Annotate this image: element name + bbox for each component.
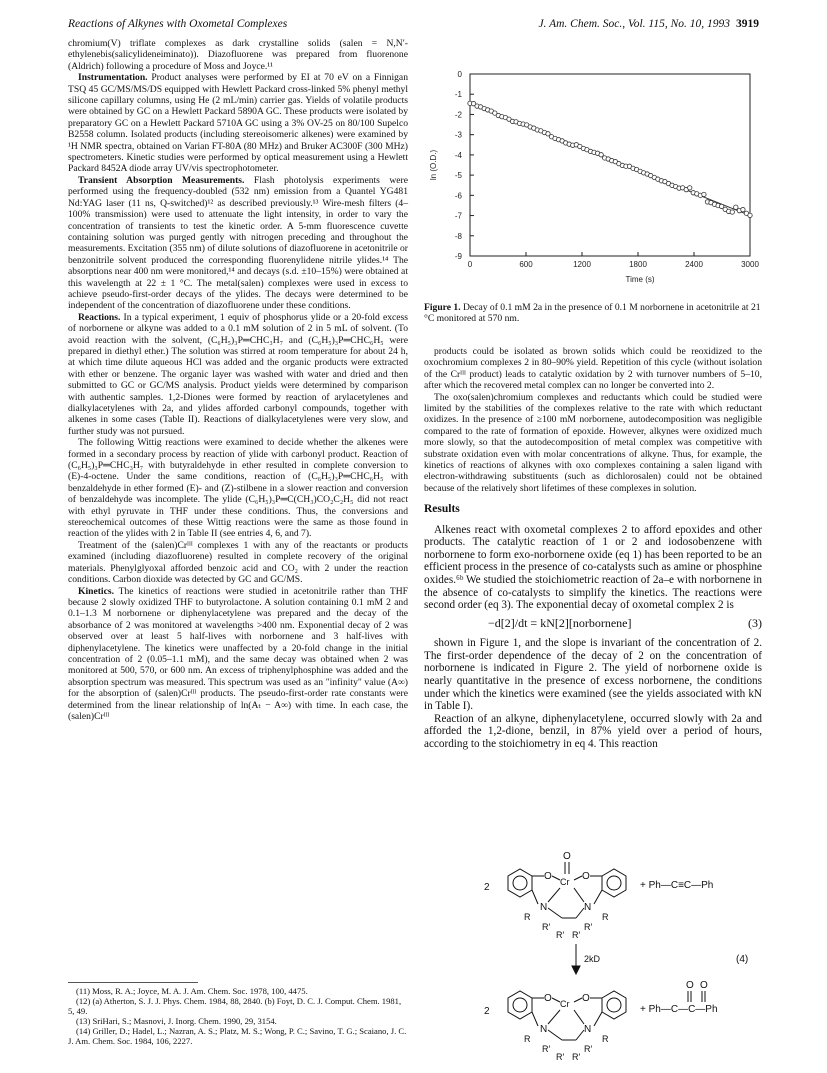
y-tick-label: -3 <box>454 130 462 140</box>
footnote: (14) Griller, D.; Hadel, L.; Nazran, A. S.; Platz, M. S.; Wong, P. C.; Savino, T. G.; Scaiano, J. C. J. Am. Chem. Soc. 1984, 106, 2227. <box>68 1026 407 1046</box>
reaction-scheme-eq4 <box>424 848 762 1068</box>
atom-oxo: O <box>563 851 571 862</box>
section-heading-results: Results <box>424 503 460 516</box>
data-point <box>688 186 692 190</box>
x-tick-label: 600 <box>519 260 533 269</box>
reaction-arrowhead <box>572 966 580 974</box>
substituent-R-prime: R′ <box>572 1052 581 1062</box>
data-point <box>730 210 734 214</box>
page-number: 3919 <box>736 18 759 30</box>
product-benzil <box>640 980 718 1015</box>
paragraph-text: Product analyses were performed by EI at 70 eV on a Finnigan TSQ 45 GC/MS/MS/DS equipped with Hewlett Packard cross-linked 5% phenyl methyl silicone capillary columns, using He (2 mL/min) carrier gas. Yields of volatile products were obtained by GC on a Hewlett Packard 5890A GC. These products were isolated by preparatory GC on a Hewlett Packard 5710A GC using a 3% OV-25 on 80/100 Supelco B2558 column. Isolated products (including stereoisomeric alkenes) were examined by ¹H NMR spectra, obtained on Varian FT-80A (80 MHz) and Bruker AC300F (300 MHz) spectrometers. Kinetic studies were performed by optical measurement using a Hewlett Packard 8452A diode array UV/vis spectrophotometer. <box>68 72 408 175</box>
plot-frame <box>470 74 750 256</box>
x-axis-label: Time (s) <box>625 275 655 284</box>
bond <box>548 1010 560 1024</box>
atom-N: N <box>584 1024 592 1035</box>
run-in-heading: Instrumentation. <box>78 72 148 84</box>
paragraph-text: The kinetics of reactions were studied in acetonitrile rather than THF because 2 slowly oxidized THF to butyrolactone. A solution containing 0.1 mM 2 and 0.1–1.3 M norbornene or diphenylacetylene was prepared and the decay of the absorbance of 2 was monitored at wavelengths >400 nm. Exponential decay of 2 was observed over at least 5 half-lives with norbornene and 3 half-lives with diphenylacetylene. The kinetics were unaffected by a 20-fold change in the initial concentration of 2 (0.05–1.1 mM), and the same decay was obtained when 2 was monitored at 500, 570, or 600 nm. An excess of triphenylphosphine was added and the absorption spectrum was measured. This spectrum was used as an "infinity" value (A∞) for the absorption of (salen)Crᴵᴵᴵ products. The pseudo-first-order rate constants were determined from the linear relationship of ln(Aₜ − A∞) with time. In each case, the (salen)Crᴵᴵᴵ <box>68 585 408 722</box>
bond <box>594 1012 602 1026</box>
paragraph: The oxo(salen)chromium complexes and reductants which could be studied were limited by the stabilities of the complexes relative to the rate with which reductant oxidizes. In the presence of ≥100 mM norbornene, autodecomposition was negligible compared to the rate of formation of epoxide. However, alkynes were oxidized much more slowly, so that the autodecomposition of metal complex was competitive with substrate oxidation even with molar concentrations of alkyne. Thus, for example, the kinetics of reactions of alkynes with oxo complexes containing a salen ligand with electron-withdrawing substituents (such as dichlorosalen) could not be obtained because of the relatively short lifetimes of these complexes in solution. <box>424 391 762 494</box>
bond <box>532 890 538 904</box>
y-tick-label: -4 <box>454 150 462 160</box>
equation-3-number: (3) <box>748 615 762 630</box>
paragraph: products could be isolated as brown solids which could be reoxidized to the oxochromium complexes 2 in 80–90% yield. Repetition of this cycle (without isolation of the Crᴵᴵᴵ product) leads to catalytic oxidation by 2 with turnover numbers of 5–10, after which the recovered metal complex can no longer be converted into 2. <box>424 346 762 392</box>
atom-O: O <box>582 993 590 1004</box>
run-in-heading: Kinetics. <box>78 585 114 597</box>
bond <box>548 908 562 918</box>
substituent-R-prime: R′ <box>584 1044 593 1054</box>
atom-O: O <box>582 871 590 882</box>
caption-text: Decay of 0.1 mM 2a in the presence of 0.1 M norbornene in acetonitrile at 21 °C monitored at 570 nm. <box>424 302 761 325</box>
oxo-chromium-salen-complex <box>508 851 626 940</box>
substituent-R-prime: R′ <box>542 1044 551 1054</box>
paragraph-text: In a typical experiment, 1 equiv of phosphorus ylide or a 20-fold excess of norbornene or alkyne was added to a 0.1 mM solution of 2 in 5 mL of solvent. (To avoid reaction with the solvent, (C₆H₅)₃P═CHC₃H₇ and (C₆H₅)₃P═CHC₆H₅ were prepared in diethyl ether.) The solution was stirred at room temperature for about 24 h, at which time dilute aqueous HCl was added and the organic products were extracted with ether or benzene. The organic layer was washed with water and dried and then submitted to GC or GC/MS analysis. Product yields were determined by comparison with authentic samples. 1,2-Diones were formed by reaction of arylacetylenes and dialkylacetylenes with 2a, and ylides afforded carbonyl compounds, together with alkenes in some cases (Table II). Reactions of dialkylacetylenes were very slow, and further study was not pursued. <box>68 311 408 437</box>
bond <box>574 888 584 902</box>
paragraph <box>68 72 408 175</box>
right-column <box>424 346 762 751</box>
substituent-R: R <box>602 1034 609 1044</box>
substituent-R-prime: R′ <box>556 1052 565 1062</box>
ring-aromatic-circle <box>513 876 527 890</box>
arrow-label: 2kD <box>584 954 601 964</box>
ring-aromatic-circle <box>607 876 621 890</box>
bond <box>532 1012 538 1026</box>
x-tick-label: 0 <box>467 260 473 269</box>
footnote: (13) SriHari, S.; Masnovi, J. Inorg. Chem. 1990, 29, 3154. <box>76 1016 277 1026</box>
benzene-ring <box>508 991 532 1019</box>
x-tick-label: 1200 <box>573 260 591 269</box>
x-tick-label: 3000 <box>741 260 759 269</box>
paragraph: shown in Figure 1, and the slope is invariant of the concentration of 2. The first-order dependence of the decay of 2 on the concentration of norbornene is indicated in Figure 2. The yield of norbornene oxide is nearly quantitative in the presence of excess norbornene, the conditions under which the kinetics were examined (see the yields associated with kN in Table I). <box>424 637 762 713</box>
substituent-R-prime: R′ <box>572 930 581 940</box>
atom-Cr: Cr <box>560 877 570 887</box>
data-point <box>748 213 752 217</box>
caption-label: Figure 1. <box>424 302 461 313</box>
bond <box>574 1010 584 1024</box>
bond <box>574 998 582 1002</box>
atom-N: N <box>584 902 592 913</box>
footnotes <box>68 982 408 1046</box>
y-tick-label: 0 <box>457 70 462 79</box>
y-tick-label: -6 <box>454 191 462 201</box>
atom-oxo: O <box>700 980 708 991</box>
scheme-coefficient: 2 <box>484 1006 490 1017</box>
equation-3 <box>424 615 762 630</box>
substituent-R-prime: R′ <box>556 930 565 940</box>
benzene-ring <box>602 991 626 1019</box>
substituent-R-prime: R′ <box>584 922 593 932</box>
footnote-rule <box>68 982 198 983</box>
y-tick-label: -1 <box>454 90 462 100</box>
equation-4-number: (4) <box>736 954 749 965</box>
paragraph: Alkenes react with oxometal complexes 2 to afford epoxides and other products. The catalytic reaction of 1 or 2 and iodosobenzene with norbornene to form exo-norbornene oxide (eq 1) has been reported to be an efficient process in the presence of co-catalysts such as amine or phosphine oxides.⁶ᵇ We studied the stoichiometric reaction of 2a–e with norbornene in the absence of co-catalysts to simplify the kinetics. The reactions were second order (eq 3). The exponential decay of oxometal complex 2 is <box>424 523 762 612</box>
ring-aromatic-circle <box>607 998 621 1012</box>
left-column <box>68 38 408 722</box>
atom-oxo: O <box>686 980 694 991</box>
run-in-heading: Transient Absorption Measurements. <box>78 174 245 186</box>
substituent-R: R <box>524 1034 531 1044</box>
equation-3-body: −d[2]/dt = kN[2][norbornene] <box>488 615 632 630</box>
paragraph: Treatment of the (salen)Crᴵᴵᴵ complexes 1 with any of the reactants or products examined (including diazofluorene) resulted in complete recovery of the original materials. Phenylglyoxal afforded benzoic acid and CO₂ with 2 under the reaction conditions. Carbon dioxide was detected by GC and GC/MS. <box>68 539 408 586</box>
y-tick-label: -7 <box>454 211 462 221</box>
atom-O: O <box>544 993 552 1004</box>
substituent-R-prime: R′ <box>542 922 551 932</box>
reagent-diphenylacetylene: + Ph—C≡C—Ph <box>640 880 714 891</box>
paragraph <box>68 312 408 437</box>
run-in-heading: Reactions. <box>78 311 121 323</box>
y-axis-label: ln (O.D.) <box>429 149 438 181</box>
substituent-R: R <box>602 912 609 922</box>
y-tick-label: -8 <box>454 231 462 241</box>
bond <box>552 998 560 1002</box>
paragraph-text: Flash photolysis experiments were performed using the frequency-doubled (532 nm) emission from a Quantel YG481 Nd:YAG laser (11 ns, Q-switched)¹² as described previously.¹³ Wire-mesh filters (4–100% transmission) were used to attenuate the light intensity, in order to vary the concentration of transients to test the kinetic order. A 5-mm fluorescence cuvette containing solution was purged gently with nitrogen preceding and throughout the measurements. Excitation (355 nm) of dilute solutions of diazofluorene in acetonitrile or benzonitrile solvent produced the corresponding fluorenylidene nitrile ylides.¹⁴ The absorptions near 400 nm were monitored,¹⁴ and decays (s.d. ±10–15%) were obtained at this wavelength at 22 ± 1 °C. The metal(salen) complexes were used in excess to achieve pseudo-first-order decays of the ylides. The decays were determined to be independent of the concentration of diazofluorene under these conditions. <box>68 174 408 312</box>
chart-svg <box>424 66 762 288</box>
footnote: (12) (a) Atherton, S. J. J. Phys. Chem. 1984, 88, 2840. (b) Foyt, D. C. J. Comput. Chem. 1981, 5, 49. <box>68 996 402 1016</box>
atom-O: O <box>544 871 552 882</box>
atom-N: N <box>540 1024 548 1035</box>
atom-N: N <box>540 902 548 913</box>
product-benzil-formula: + Ph—C—C—Ph <box>640 1004 718 1015</box>
journal-citation: J. Am. Chem. Soc., Vol. 115, No. 10, 1993 <box>538 18 730 30</box>
paragraph <box>68 586 408 723</box>
x-tick-label: 1800 <box>629 260 647 269</box>
paragraph: chromium(V) triflate complexes as dark crystalline solids (salen = N,N′-ethylenebis(salicylideneiminato)). Diazofluorene was prepared from fluorenone (Aldrich) following a procedure of Moss and Joyce.¹¹ <box>68 38 408 72</box>
chromium-salen-complex <box>508 991 626 1062</box>
atom-Cr: Cr <box>560 999 570 1009</box>
y-tick-label: -5 <box>454 171 462 181</box>
benzene-ring <box>602 869 626 897</box>
paragraph <box>68 175 408 312</box>
running-header-title: Reactions of Alkynes with Oxometal Complexes <box>68 18 288 30</box>
ring-aromatic-circle <box>513 998 527 1012</box>
y-tick-label: -9 <box>454 252 462 261</box>
paragraph: Reaction of an alkyne, diphenylacetylene, occurred slowly with 2a and afforded the 1,2-dione, benzil, in 87% yield over a period of hours, according to the stoichiometry in eq 4. This reaction <box>424 712 762 750</box>
x-tick-label: 2400 <box>685 260 703 269</box>
running-header-journal <box>538 18 759 30</box>
bond <box>594 890 602 904</box>
substituent-R: R <box>524 912 531 922</box>
bond <box>576 1030 584 1040</box>
y-tick-label: -2 <box>454 110 462 120</box>
figure-caption <box>424 302 762 325</box>
footnote: (11) Moss, R. A.; Joyce, M. A. J. Am. Chem. Soc. 1978, 100, 4475. <box>76 986 308 996</box>
benzene-ring <box>508 869 532 897</box>
data-point <box>702 192 706 196</box>
bond <box>574 876 582 880</box>
figure-1-chart <box>424 66 762 288</box>
bond <box>548 1030 562 1040</box>
bond <box>576 908 584 918</box>
data-point <box>741 207 745 211</box>
data-point <box>734 205 738 209</box>
bond <box>548 888 560 902</box>
paragraph: The following Wittig reactions were examined to decide whether the alkenes were formed in a secondary process by reaction of ylide with carbonyl product. Reaction of (C₆H₅)₃P═CHC₃H₇ with butyraldehyde in ether resulted in complete conversion to (E)-4-octene. Under the same conditions, reaction of (C₆H₅)₃P═CHC₆H₅ with benzaldehyde in ether formed (E)- and (Z)-stilbene in a slower reaction and conversion of benzaldehyde was incomplete. The ylide (C₆H₅)₃P═C(CH₃)CO₂C₂H₅ did not react with ethyl pyruvate in THF under these conditions. Thus, the conversions and stereochemical outcomes of these Wittig reactions were the same as those found in reaction of the ylides with 2 in Table II (see entries 4, 6, and 7). <box>68 437 408 540</box>
scheme-coefficient: 2 <box>484 882 490 893</box>
bond <box>552 876 560 880</box>
scheme-svg <box>424 848 762 1068</box>
